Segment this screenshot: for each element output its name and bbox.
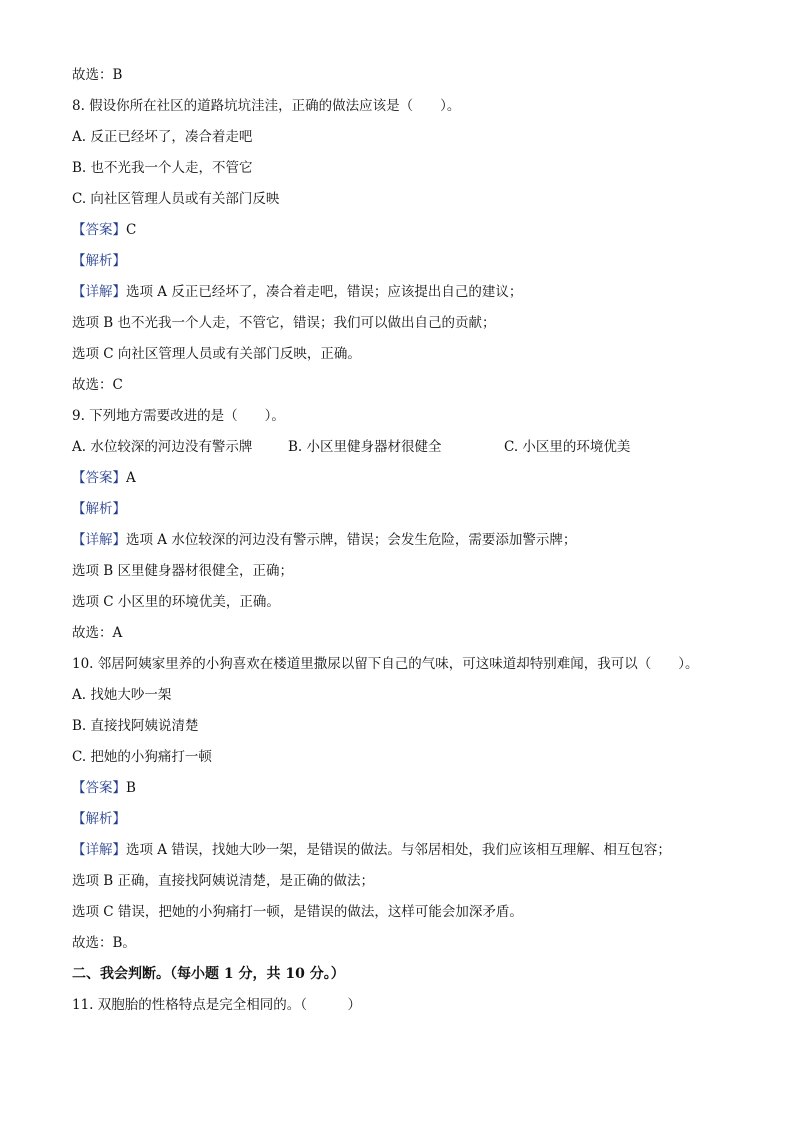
- answer-row: [72, 779, 136, 797]
- detail-text: 选项 A 水位较深的河边没有警示牌，错误；会发生危险，需要添加警示牌；: [126, 532, 577, 548]
- answer-tag: 【答案】: [72, 470, 126, 486]
- question-9: 9. 下列地方需要改进的是（ ）。: [72, 408, 285, 424]
- analysis-tag: 【解析】: [72, 501, 126, 517]
- question-10: 10. 邻居阿姨家里养的小狗喜欢在楼道里撒尿以留下自己的气味，可这味道却特别难闻，我可以（ ）。: [72, 656, 699, 672]
- answer-line: 故选：C: [72, 377, 123, 393]
- answer-tag: 【答案】: [72, 780, 126, 796]
- option-c: C. 小区里的环境优美: [504, 439, 631, 455]
- answer-line: 故选：B。: [72, 935, 136, 951]
- detail-tag: 【详解】: [72, 284, 126, 300]
- detail-text: 选项 C 向社区管理人员或有关部门反映，正确。: [72, 346, 361, 362]
- option-b: B. 也不光我一个人走，不管它: [72, 160, 253, 176]
- detail-text: 选项 B 也不光我一个人走，不管它，错误；我们可以做出自己的贡献；: [72, 315, 496, 331]
- detail-text: 选项 C 错误，把她的小狗痛打一顿，是错误的做法，这样可能会加深矛盾。: [72, 904, 523, 920]
- answer-line: 故选：A: [72, 625, 123, 641]
- detail-text: 选项 B 正确，直接找阿姨说清楚，是正确的做法；: [72, 873, 375, 889]
- answer-line: 故选：B: [72, 67, 123, 83]
- option-b: B. 直接找阿姨说清楚: [72, 718, 199, 734]
- answer-row: [72, 469, 136, 487]
- detail-text: 选项 A 错误，找她大吵一架，是错误的做法。与邻居相处，我们应该相互理解、相互包容；: [126, 842, 671, 858]
- detail-row: [72, 841, 671, 859]
- option-c: C. 把她的小狗痛打一顿: [72, 749, 212, 765]
- detail-text: 选项 B 区里健身器材很健全，正确；: [72, 563, 294, 579]
- analysis-tag: 【解析】: [72, 253, 126, 269]
- detail-tag: 【详解】: [72, 842, 126, 858]
- detail-text: 选项 A 反正已经坏了，凑合着走吧，错误；应该提出自己的建议；: [126, 284, 523, 300]
- answer-value: B: [126, 780, 136, 796]
- answer-value: A: [126, 470, 136, 486]
- detail-text: 选项 C 小区里的环境优美，正确。: [72, 594, 280, 610]
- option-a: A. 找她大吵一架: [72, 687, 172, 703]
- section-heading: 二、我会判断。（每小题 1 分，共 10 分。）: [72, 966, 345, 982]
- option-a: A. 水位较深的河边没有警示牌: [72, 439, 253, 455]
- answer-tag: 【答案】: [72, 222, 126, 238]
- detail-row: [72, 531, 576, 549]
- analysis-tag: 【解析】: [72, 811, 126, 827]
- answer-value: C: [126, 222, 137, 238]
- detail-row: [72, 283, 522, 301]
- question-11: 11. 双胞胎的性格特点是完全相同的。（ ）: [72, 997, 362, 1013]
- answer-row: [72, 221, 136, 239]
- question-8: 8. 假设你所在社区的道路坑坑洼洼，正确的做法应该是（ ）。: [72, 98, 461, 114]
- options-row: [72, 438, 672, 456]
- detail-tag: 【详解】: [72, 532, 126, 548]
- option-b: B. 小区里健身器材很健全: [288, 439, 442, 455]
- option-a: A. 反正已经坏了，凑合着走吧: [72, 129, 253, 145]
- option-c: C. 向社区管理人员或有关部门反映: [72, 191, 280, 207]
